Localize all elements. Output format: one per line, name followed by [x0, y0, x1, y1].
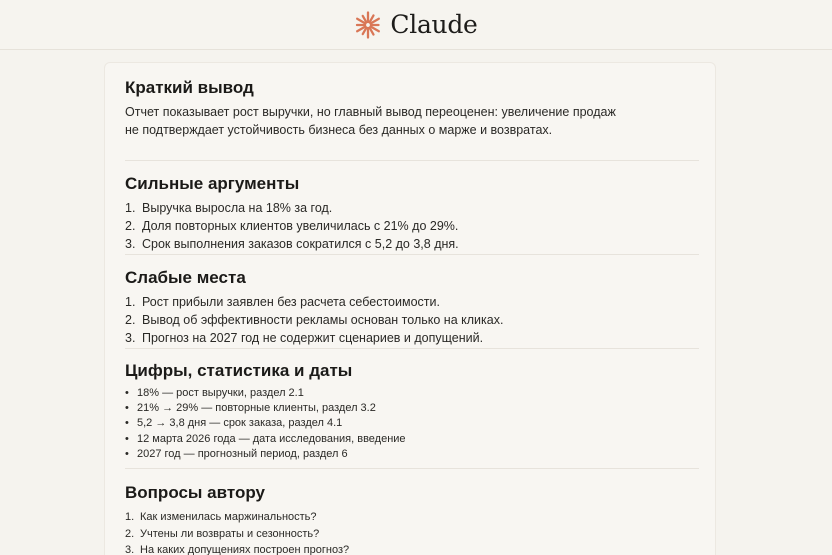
- figures-heading: Цифры, статистика и даты: [125, 361, 353, 380]
- brand[interactable]: [354, 10, 477, 39]
- list-item: • 12 марта 2026 года — дата исследования, введение: [125, 432, 406, 445]
- list-item: 1. Рост прибыли заявлен без расчета себестоимости.: [125, 295, 440, 309]
- summary-line-2: не подтверждает устойчивость бизнеса без данных о марже и возвратах.: [125, 123, 553, 137]
- strengths-heading: Сильные аргументы: [125, 174, 300, 193]
- questions-heading: Вопросы автору: [125, 483, 265, 502]
- list-item: • 5,2 → 3,8 дня — срок заказа, раздел 4.1: [125, 417, 343, 430]
- app-name: Claude: [390, 10, 478, 39]
- list-item: 2. Вывод об эффективности рекламы основан только на кликах.: [125, 313, 504, 327]
- list-item: 1. Выручка выросла на 18% за год.: [125, 201, 333, 215]
- strengths-section: [125, 161, 699, 255]
- list-item: 3. На каких допущениях построен прогноз?: [125, 544, 350, 555]
- list-item: 3. Срок выполнения заказов сократился с 5,2 до 3,8 дня.: [125, 237, 459, 251]
- weaknesses-heading: Слабые места: [125, 268, 246, 287]
- summary-line-1: Отчет показывает рост выручки, но главный вывод переоценен: увеличение продаж: [125, 105, 616, 119]
- figures-list: [125, 386, 699, 462]
- list-item: 1. Как изменилась маржинальность?: [125, 511, 317, 523]
- top-bar: [0, 0, 832, 50]
- list-item: 2. Доля повторных клиентов увеличилась с 21% до 29%.: [125, 219, 459, 233]
- list-item: 3. Прогноз на 2027 год не содержит сценариев и допущений.: [125, 331, 484, 345]
- weaknesses-section: [125, 255, 699, 349]
- figures-section: [125, 349, 699, 469]
- questions-list: [125, 509, 699, 555]
- list-item: • 18% — рост выручки, раздел 2.1: [125, 387, 304, 399]
- summary-text: [125, 103, 699, 139]
- claude-asterisk-icon: [354, 11, 382, 39]
- response-content: [104, 62, 716, 555]
- weaknesses-list: [125, 293, 699, 347]
- questions-section: [125, 469, 699, 555]
- list-item: 2. Учтены ли возвраты и сезонность?: [125, 527, 320, 540]
- strengths-list: [125, 199, 699, 253]
- summary-section: [125, 77, 699, 161]
- list-item: • 21% → 29% — повторные клиенты, раздел 3.2: [125, 402, 376, 415]
- summary-heading: Краткий вывод: [125, 78, 254, 97]
- list-item: • 2027 год — прогнозный период, раздел 6: [125, 447, 348, 460]
